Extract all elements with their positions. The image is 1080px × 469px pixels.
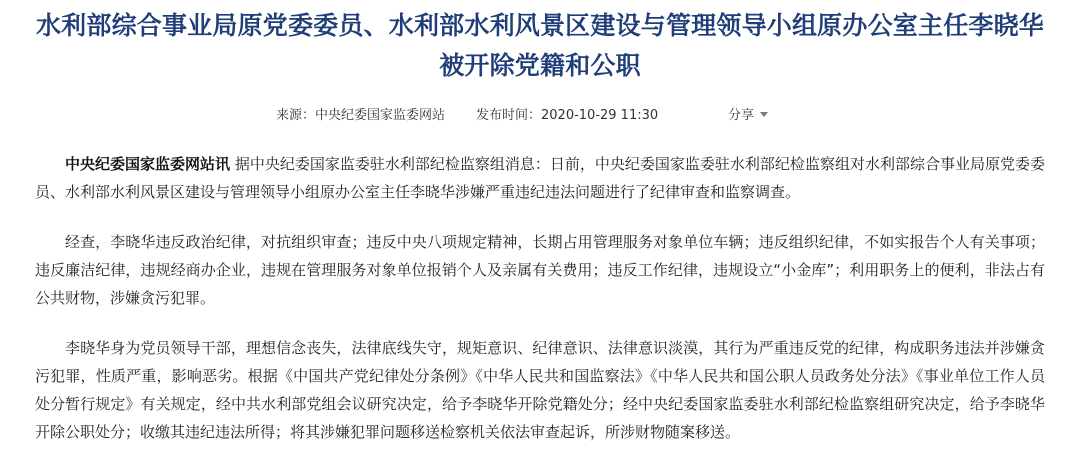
news-source-lead: 中央纪委国家监委网站讯 [65, 155, 231, 173]
share-dropdown[interactable] [728, 104, 768, 123]
source-label: 来源：中央纪委国家监委网站 [276, 108, 446, 123]
share-label: 分享 [728, 108, 755, 123]
paragraph-2: 经查，李晓华违反政治纪律，对抗组织审查；违反中央八项规定精神，长期占用管理服务对象单位车辆；违反组织纪律，不如实报告个人有关事项；违反廉洁纪律，违规经商办企业，违规在管理服务对象单位报销个人及亲属有关费用；违反工作纪律，违规设立“小金库”；利用职务上的便利，非法占有公共财物，涉嫌贪污犯罪。 [35, 233, 1045, 307]
article-meta [0, 104, 1080, 124]
paragraph-1-text: 据中央纪委国家监委驻水利部纪检监察组消息：日前，中央纪委国家监委驻水利部纪检监察组对水利部综合事业局原党委委员、水利部水利风景区建设与管理领导小组原办公室主任李晓华涉嫌严重违纪违法问题进行了纪律审查和监察调查。 [35, 155, 1045, 201]
article-body [35, 150, 1045, 466]
chevron-down-icon [760, 112, 768, 117]
paragraph-3: 李晓华身为党员领导干部，理想信念丧失，法律底线失守，规矩意识、纪律意识、法律意识淡漠，其行为严重违反党的纪律，构成职务违法并涉嫌贪污犯罪，性质严重，影响恶劣。根据《中国共产党纪律处分条例》《中华人民共和国监察法》《中华人民共和国公职人员政务处分法》《事业单位工作人员处分暂行规定》有关规定，经中共水利部党组会议研究决定，给予李晓华开除党籍处分；经中央纪委国家监委驻水利部纪检监察组研究决定，给予李晓华开除公职处分；收缴其违纪违法所得；将其涉嫌犯罪问题移送检察机关依法审查起诉，所涉财物随案移送。 [35, 339, 1045, 441]
paragraph-1 [35, 150, 1045, 206]
article-title: 水利部综合事业局原党委委员、水利部水利风景区建设与管理领导小组原办公室主任李晓华被开除党籍和公职 [35, 11, 1044, 80]
publish-time: 发布时间：2020-10-29 11:30 [476, 108, 659, 123]
